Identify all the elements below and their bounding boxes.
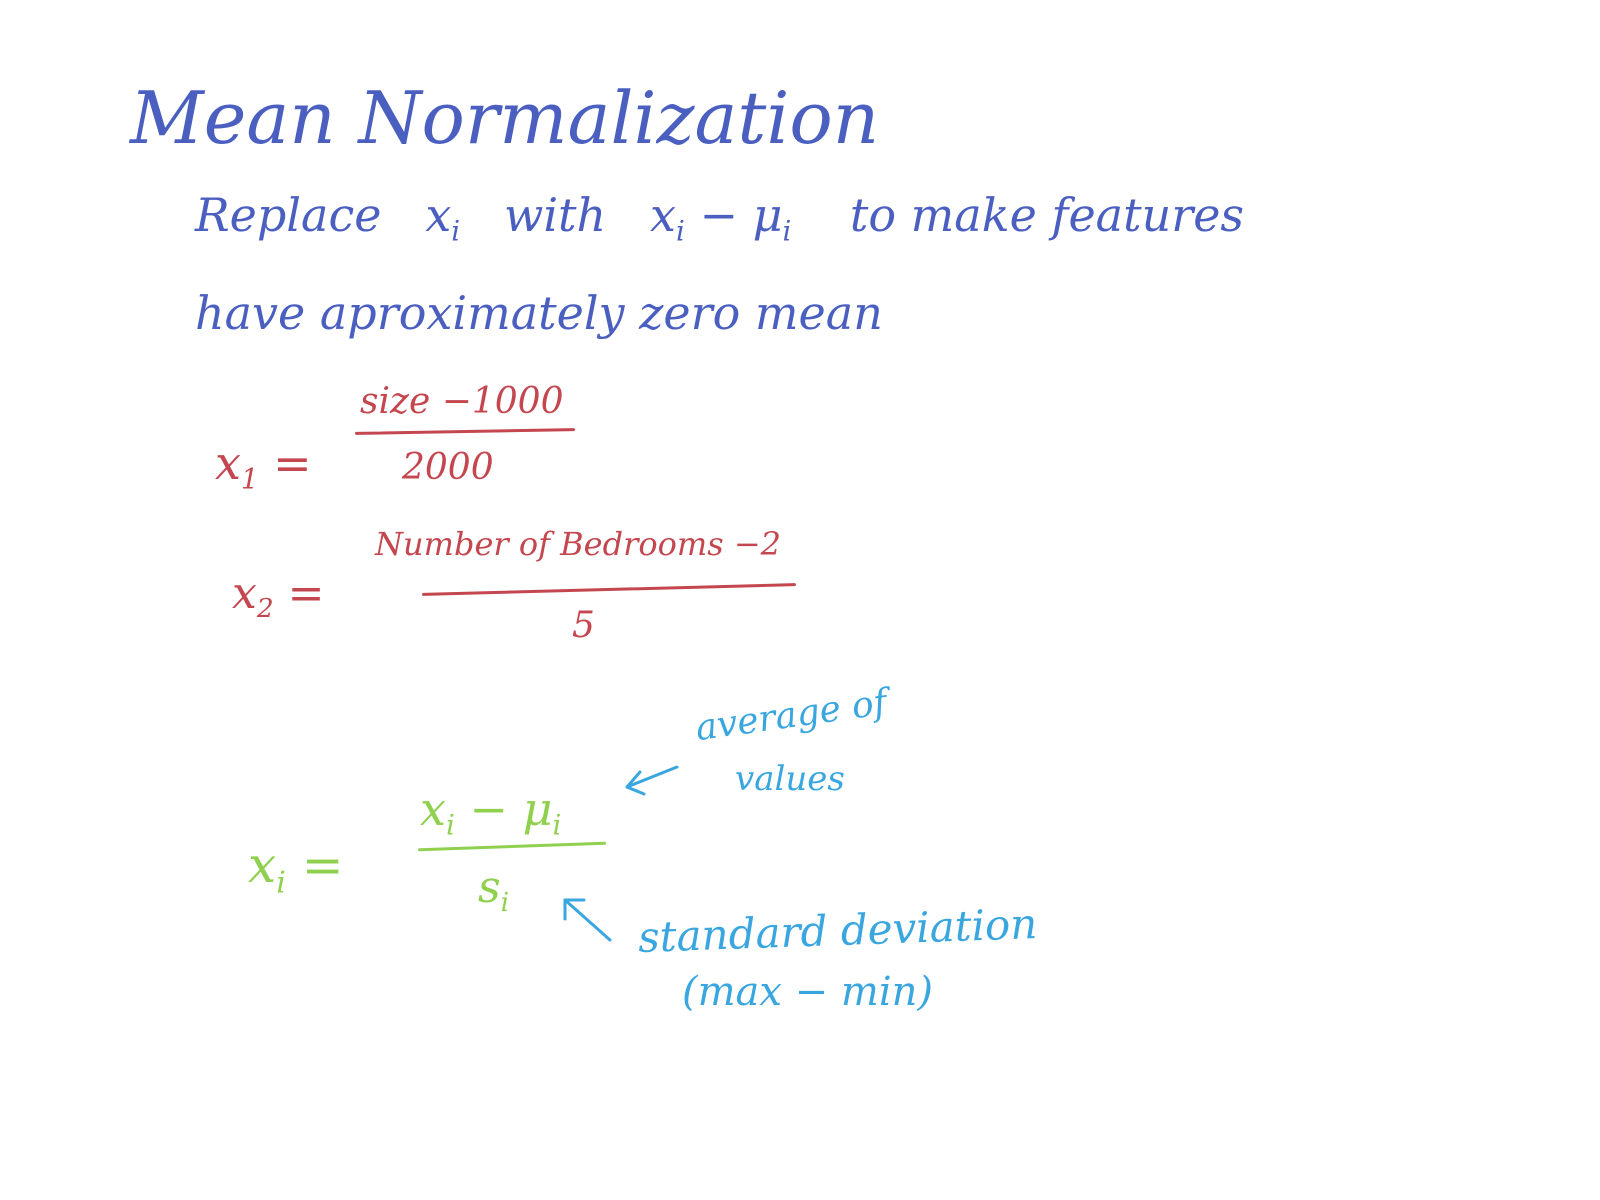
xi-symbol: $x_i$ <box>425 188 461 248</box>
average-annotation-line1: average of <box>693 681 890 750</box>
example1-fraction-bar <box>355 428 575 435</box>
example2-numerator: Number of Bedrooms −2 <box>375 525 781 563</box>
general-lhs: $x_i$ = <box>248 836 344 901</box>
example1-lhs: $x_1$ = <box>215 436 312 496</box>
replace-word: Replace <box>195 188 382 242</box>
general-numerator: $x_i - \mu_i$ <box>420 782 562 842</box>
average-annotation-line2: values <box>735 759 845 799</box>
description-line-2: have aproximately zero mean <box>195 286 883 340</box>
description-line-1 <box>195 188 1245 248</box>
example2-fraction-bar <box>422 583 796 596</box>
xi-minus-mu-expression: $x_i - \mu_i$ <box>650 188 792 248</box>
stddev-annotation-line2: (max − min) <box>682 969 933 1015</box>
example1-numerator: size −1000 <box>360 381 564 422</box>
general-fraction-bar <box>418 842 606 852</box>
stddev-arrow-icon <box>560 895 620 945</box>
page-title: Mean Normalization <box>130 76 880 160</box>
with-word: with <box>503 188 607 242</box>
stddev-annotation-line1: standard deviation <box>637 899 1039 962</box>
general-denominator: $s_i$ <box>478 862 510 919</box>
example2-lhs: $x_2$ = <box>232 568 325 625</box>
average-arrow-icon <box>622 762 682 802</box>
example1-denominator: 2000 <box>402 447 494 488</box>
example2-denominator: 5 <box>572 605 595 646</box>
to-make-features-text: to make features <box>849 188 1245 242</box>
